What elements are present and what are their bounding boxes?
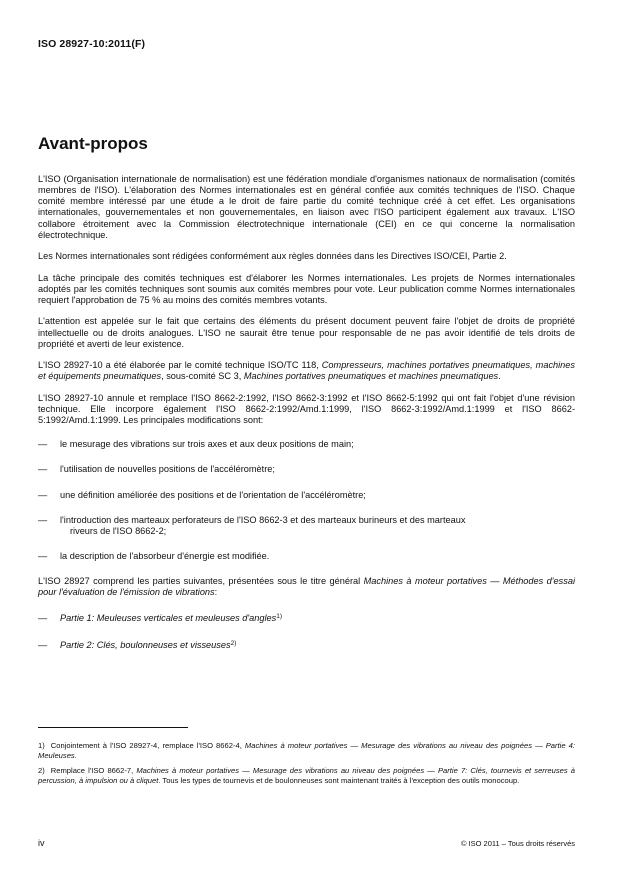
prepared-by-text: L'ISO 28927-10 a été élaborée par le comité technique ISO/TC 118, bbox=[38, 360, 322, 371]
foreword-body bbox=[38, 174, 575, 667]
paragraph-prepared-by bbox=[38, 360, 575, 382]
paragraph-iso-organisation: L'ISO (Organisation internationale de normalisation) est une fédération mondiale d'organismes nationaux de normalisation (comités membres de l'ISO). L'élaboration des Normes internationales est en général confiée aux comités techniques de l'ISO. Chaque comité membre intéressé par une étude a le droit de faire partie du comité technique créé à cet effet. Les organisations internationales, gouvernementales et non gouvernementales, en liaison avec l'ISO participent également aux travaux. L'ISO collabore étroitement avec la Commission électrotechnique internationale (CEI) en ce qui concerne la normalisation électrotechnique. bbox=[38, 174, 575, 240]
footnote-2 bbox=[38, 766, 575, 785]
modification-text: une définition améliorée des positions et de l'orientation de l'accéléromètre; bbox=[60, 489, 366, 500]
dash-marker: — bbox=[38, 514, 48, 525]
part-entry bbox=[60, 640, 575, 651]
footnote-number: 2) bbox=[38, 766, 45, 776]
footnotes bbox=[38, 741, 575, 791]
committee-title: Compresseurs, machines portatives pneumatiques, machines et équipements pneumatiques bbox=[38, 360, 575, 382]
paragraph-cancels-replaces: L'ISO 28927-10 annule et remplace l'ISO 8662-2:1992, l'ISO 8662-3:1992 et l'ISO 8662-5:1992 qui ont fait l'objet d'une révision technique. Elle incorpore également l'ISO 8662-2:1992/Amd.1:1999, l'ISO 8662-3:1992/Amd.1:1999 et l'ISO 8662-5:1992/Amd.1:1999. Les principales modifications sont: bbox=[38, 392, 575, 426]
modification-text: le mesurage des vibrations sur trois axes et aux deux positions de main; bbox=[60, 439, 354, 450]
copyright-notice: © ISO 2011 – Tous droits réservés bbox=[460, 839, 575, 848]
list-item bbox=[38, 490, 575, 501]
modification-text: l'introduction des marteaux perforateurs de l'ISO 8662-3 et des marteaux burineurs et des marteaux bbox=[60, 514, 466, 525]
dash-marker: — bbox=[38, 439, 48, 450]
paragraph-technical-committees: La tâche principale des comités techniques est d'élaborer les Normes internationales. Les projets de Normes internationales adoptés par les comités techniques sont soumis aux comités membres pour vote. Leur publication comme Normes internationales requiert l'approbation de 75 % au moins des comités membres votants. bbox=[38, 272, 575, 305]
list-item bbox=[38, 439, 575, 450]
parts-intro-text: L'ISO 28927 comprend les parties suivantes, présentées sous le titre général bbox=[38, 576, 364, 587]
dash-marker: — bbox=[38, 612, 48, 623]
document-identifier: ISO 28927-10:2011(F) bbox=[38, 38, 146, 50]
footnote-separator bbox=[38, 727, 188, 728]
list-item bbox=[38, 464, 575, 475]
paragraph-directives: Les Normes internationales sont rédigées conformément aux règles données dans les Directives ISO/CEI, Partie 2. bbox=[38, 251, 507, 262]
dash-marker: — bbox=[38, 489, 48, 500]
list-item bbox=[38, 515, 575, 537]
page-number: iv bbox=[38, 838, 45, 848]
page-title: Avant-propos bbox=[38, 134, 148, 153]
footnote-text: Remplace l'ISO 8662-7, bbox=[50, 766, 137, 776]
footnote-text: Conjointement à l'ISO 28927-4, remplace l'ISO 8662-4, bbox=[50, 741, 245, 750]
subcommittee-text: , sous-comité SC 3, bbox=[161, 371, 244, 382]
colon: : bbox=[214, 587, 218, 598]
dash-marker: — bbox=[38, 639, 48, 650]
modification-text: l'utilisation de nouvelles positions de l'accéléromètre; bbox=[60, 464, 275, 475]
footnote-reference: 2) bbox=[230, 639, 237, 647]
dash-marker: — bbox=[38, 464, 48, 475]
footnote-1 bbox=[38, 741, 575, 760]
footnote-text-continued: . Tous les types de tournevis et de boulonneuses sont maintenant traités à l'exception des outils monocoup. bbox=[158, 775, 520, 785]
modification-text: la description de l'absorbeur d'énergie est modifiée. bbox=[60, 551, 270, 562]
subcommittee-title: Machines portatives pneumatiques et machines pneumatiques bbox=[243, 371, 499, 382]
part-entry bbox=[60, 613, 575, 624]
part-title: Partie 1: Meuleuses verticales et meuleuses d'angles bbox=[60, 612, 277, 623]
footnote-title: Machines à moteur portatives — Mesurage des vibrations au niveau des poignées — Partie 7: Clés, tournevis et serreuses à percussion, à impulsion ou à cliquet bbox=[38, 766, 575, 785]
paragraph-patent-rights: L'attention est appelée sur le fait que certains des éléments du présent document peuvent faire l'objet de droits de propriété intellectuelle ou de droits analogues. L'ISO ne saurait être tenue pour responsable de ne pas avoir identifié de tels droits de propriété et averti de leur existence. bbox=[38, 316, 575, 349]
list-item bbox=[38, 551, 575, 562]
part-title: Partie 2: Clés, boulonneuses et visseuses bbox=[60, 639, 231, 650]
dash-marker: — bbox=[38, 551, 48, 562]
footnote-reference: 1) bbox=[276, 612, 283, 620]
footnote-title: Machines à moteur portatives — Mesurage des vibrations au niveau des poignées — Partie 4: Meuleuses. bbox=[38, 741, 575, 760]
period: . bbox=[498, 371, 501, 382]
modification-text-continued: riveurs de l'ISO 8662-2; bbox=[70, 525, 167, 536]
list-item bbox=[38, 640, 575, 651]
list-item bbox=[38, 613, 575, 624]
general-title: Machines à moteur portatives — Méthodes d'essai pour l'évaluation de l'émission de vibrations bbox=[38, 576, 575, 598]
footnote-number: 1) bbox=[38, 741, 45, 750]
paragraph-parts-intro bbox=[38, 576, 575, 598]
